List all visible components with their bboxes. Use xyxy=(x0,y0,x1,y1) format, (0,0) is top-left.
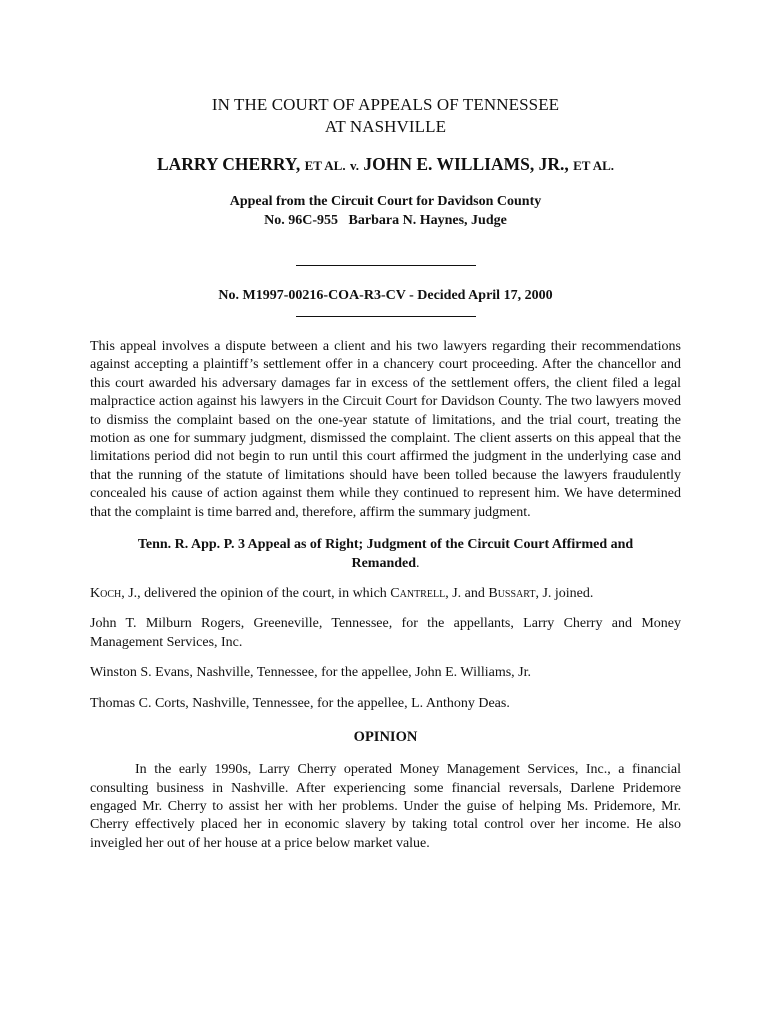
authorship-text-2: , J. and xyxy=(445,586,489,602)
court-name: IN THE COURT OF APPEALS OF TENNESSEE xyxy=(211,95,560,114)
divider-bottom xyxy=(296,316,476,317)
docket-line: No. M1997-00216-COA-R3-CV - Decided April 17, 2000 xyxy=(218,288,553,303)
versus: v. xyxy=(349,158,360,173)
counsel-appellee-williams: Winston S. Evans, Nashville, Tennessee, for the appellee, John E. Williams, Jr. xyxy=(90,665,532,681)
plaintiff-name: LARRY CHERRY, xyxy=(156,154,301,174)
case-caption xyxy=(90,153,681,177)
court-location: AT NASHVILLE xyxy=(324,117,447,136)
opinion-heading: OPINION xyxy=(353,729,418,746)
holding-period: . xyxy=(416,556,420,572)
joining-judge-2: Bussart xyxy=(488,586,536,602)
authorship-text-3: , J. joined. xyxy=(535,586,594,602)
case-number-judge: No. 96C-955 Barbara N. Haynes, Judge xyxy=(264,213,507,228)
divider-top xyxy=(296,265,476,266)
authorship-text-1: , J., delivered the opinion of the court, in which xyxy=(121,586,391,602)
counsel-appellants: John T. Milburn Rogers, Greeneville, Tennessee, for the appellants, Larry Cherry and Money Management Services, Inc. xyxy=(90,616,681,650)
appeal-source: Appeal from the Circuit Court for Davidson County xyxy=(229,194,542,209)
authorship-line xyxy=(90,585,681,603)
holding xyxy=(90,535,681,573)
defendant-et-al: ET AL. xyxy=(573,158,615,173)
defendant-name: JOHN E. WILLIAMS, JR., xyxy=(363,154,569,174)
author-judge: Koch xyxy=(90,586,122,602)
document-page xyxy=(90,94,681,853)
case-summary: This appeal involves a dispute between a client and his two lawyers regarding their recommendations against accepting a plaintiff’s settlement offer in a chancery court proceeding. After the chancellor and this court awarded his adversary damages far in excess of the settlement offers, the client filed a legal malpractice action against his lawyers in the Circuit Court for Davidson County. The two lawyers moved to dismiss the complaint based on the one-year statute of limitations, and the trial court, treating the motion as one for summary judgment, dismissed the complaint. The client asserts on this appeal that the limitations period did not begin to run until this court affirmed the judgment in the underlying case and that the running of the statute of limitations should have been tolled because the lawyers fraudulently concealed his cause of action against them while they continued to represent him. We have determined that the complaint is time barred and, therefore, affirm the summary judgment. xyxy=(90,339,681,520)
opinion-paragraph: In the early 1990s, Larry Cherry operated Money Management Services, Inc., a financial consulting business in Nashville. After experiencing some financial reversals, Darlene Pridemore engaged Mr. Cherry to assist her with her problems. Under the guise of helping Ms. Pridemore, Mr. Cherry effectively placed her in economic slavery by taking total control over her income. He also inveigled her out of her house at a price below market value. xyxy=(90,762,681,851)
appeal-info xyxy=(90,192,681,230)
plaintiff-et-al: ET AL. xyxy=(304,158,346,173)
court-header xyxy=(90,94,681,138)
joining-judge-1: Cantrell xyxy=(390,586,446,602)
holding-text: Tenn. R. App. P. 3 Appeal as of Right; Judgment of the Circuit Court Affirmed and Remanded xyxy=(137,537,634,572)
counsel-appellee-deas: Thomas C. Corts, Nashville, Tennessee, for the appellee, L. Anthony Deas. xyxy=(90,695,510,711)
